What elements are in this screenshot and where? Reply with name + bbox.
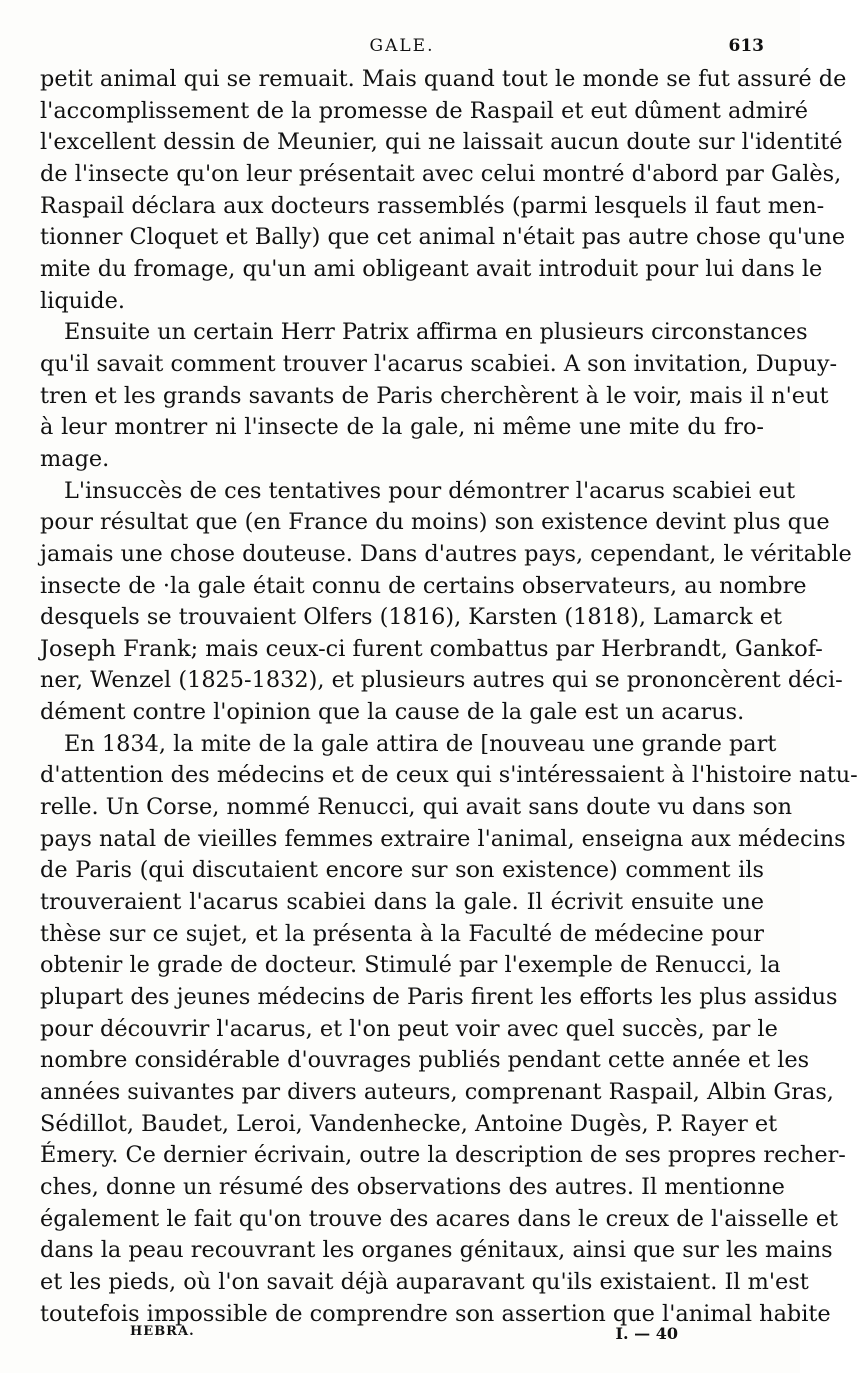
text-line: thèse sur ce sujet, et la présenta à la Faculté de médecine pour bbox=[40, 920, 764, 947]
text-line: années suivantes par divers auteurs, comprenant Raspail, Albin Gras, bbox=[40, 1079, 834, 1105]
text-line: trouveraient l'acarus scabiei dans la gale. Il écrivit ensuite une bbox=[40, 889, 764, 916]
text-line: tionner Cloquet et Bally) que cet animal n'était pas autre chose qu'une bbox=[40, 224, 846, 251]
running-title: GALE. bbox=[369, 36, 435, 56]
running-head bbox=[40, 36, 764, 62]
body-text bbox=[40, 64, 858, 1330]
page-footer bbox=[130, 1324, 690, 1348]
text-line: mite du fromage, qu'un ami obligeant avait introduit pour lui dans le bbox=[40, 255, 823, 282]
text-line: ches, donne un résumé des observations des autres. Il mentionne bbox=[40, 1173, 785, 1200]
text-line: nombre considérable d'ouvrages publiés pendant cette année et les bbox=[40, 1047, 810, 1074]
text-line: de Paris (qui discutaient encore sur son existence) comment ils bbox=[40, 857, 764, 884]
text-line: mage. bbox=[40, 445, 110, 472]
text-line: insecte de ·la gale était connu de certains observateurs, au nombre bbox=[40, 572, 807, 599]
text-line: qu'il savait comment trouver l'acarus scabiei. A son invitation, Dupuy- bbox=[40, 350, 838, 377]
text-line: obtenir le grade de docteur. Stimulé par l'exemple de Renucci, la bbox=[40, 952, 781, 979]
paragraph-start-line: Ensuite un certain Herr Patrix affirma en plusieurs circonstances bbox=[64, 319, 808, 346]
text-line: et les pieds, où l'on savait déjà auparavant qu'ils existaient. Il m'est bbox=[40, 1268, 809, 1295]
page-number: 613 bbox=[728, 36, 764, 56]
text-line: relle. Un Corse, nommé Renucci, qui avait sans doute vu dans son bbox=[40, 794, 793, 821]
text-line: desquels se trouvaient Olfers (1816), Karsten (1818), Lamarck et bbox=[40, 604, 783, 631]
text-line: pour découvrir l'acarus, et l'on peut voir avec quel succès, par le bbox=[40, 1015, 778, 1042]
text-line: à leur montrer ni l'insecte de la gale, ni même une mite du fro- bbox=[40, 414, 764, 441]
signature-mark: HEBRA. bbox=[130, 1324, 195, 1339]
paragraph-start-line: L'insuccès de ces tentatives pour démontrer l'acarus scabiei eut bbox=[64, 477, 796, 504]
text-line: liquide. bbox=[40, 287, 125, 314]
text-line: Sédillot, Baudet, Leroi, Vandenhecke, Antoine Dugès, P. Rayer et bbox=[40, 1110, 778, 1137]
paragraph-start-line: En 1834, la mite de la gale attira de [nouveau une grande part bbox=[64, 730, 777, 757]
text-line: l'excellent dessin de Meunier, qui ne laissait aucun doute sur l'identité bbox=[40, 129, 843, 156]
text-line: toutefois impossible de comprendre son assertion que l'animal habite bbox=[40, 1300, 831, 1327]
text-line: Joseph Frank; mais ceux-ci furent combattus par Herbrandt, Gankof- bbox=[40, 635, 823, 662]
text-line: également le fait qu'on trouve des acares dans le creux de l'aisselle et bbox=[40, 1205, 838, 1232]
text-line: dément contre l'opinion que la cause de la gale est un acarus. bbox=[40, 699, 745, 726]
text-line: pays natal de vieilles femmes extraire l'animal, enseigna aux médecins bbox=[40, 825, 846, 852]
text-line: pour résultat que (en France du moins) son existence devint plus que bbox=[40, 509, 830, 536]
text-line: l'accomplissement de la promesse de Raspail et eut dûment admiré bbox=[40, 97, 809, 124]
text-line: Émery. Ce dernier écrivain, outre la description de ses propres recher- bbox=[40, 1142, 846, 1169]
text-line: ner, Wenzel (1825-1832), et plusieurs autres qui se prononcèrent déci- bbox=[40, 667, 843, 694]
text-line: dans la peau recouvrant les organes génitaux, ainsi que sur les mains bbox=[40, 1237, 833, 1264]
text-line: petit animal qui se remuait. Mais quand tout le monde se fut assuré de bbox=[40, 66, 847, 92]
text-line: jamais une chose douteuse. Dans d'autres pays, cependant, le véritable bbox=[40, 540, 852, 567]
sheet-mark: I. — 40 bbox=[615, 1324, 678, 1343]
text-line: tren et les grands savants de Paris cherchèrent à le voir, mais il n'eut bbox=[40, 382, 829, 409]
text-line: plupart des jeunes médecins de Paris firent les efforts les plus assidus bbox=[40, 984, 838, 1011]
text-line: Raspail déclara aux docteurs rassemblés (parmi lesquels il faut men- bbox=[40, 192, 825, 219]
text-line: de l'insecte qu'on leur présentait avec celui montré d'abord par Galès, bbox=[40, 160, 842, 187]
text-line: d'attention des médecins et de ceux qui s'intéressaient à l'histoire natu- bbox=[40, 762, 858, 789]
